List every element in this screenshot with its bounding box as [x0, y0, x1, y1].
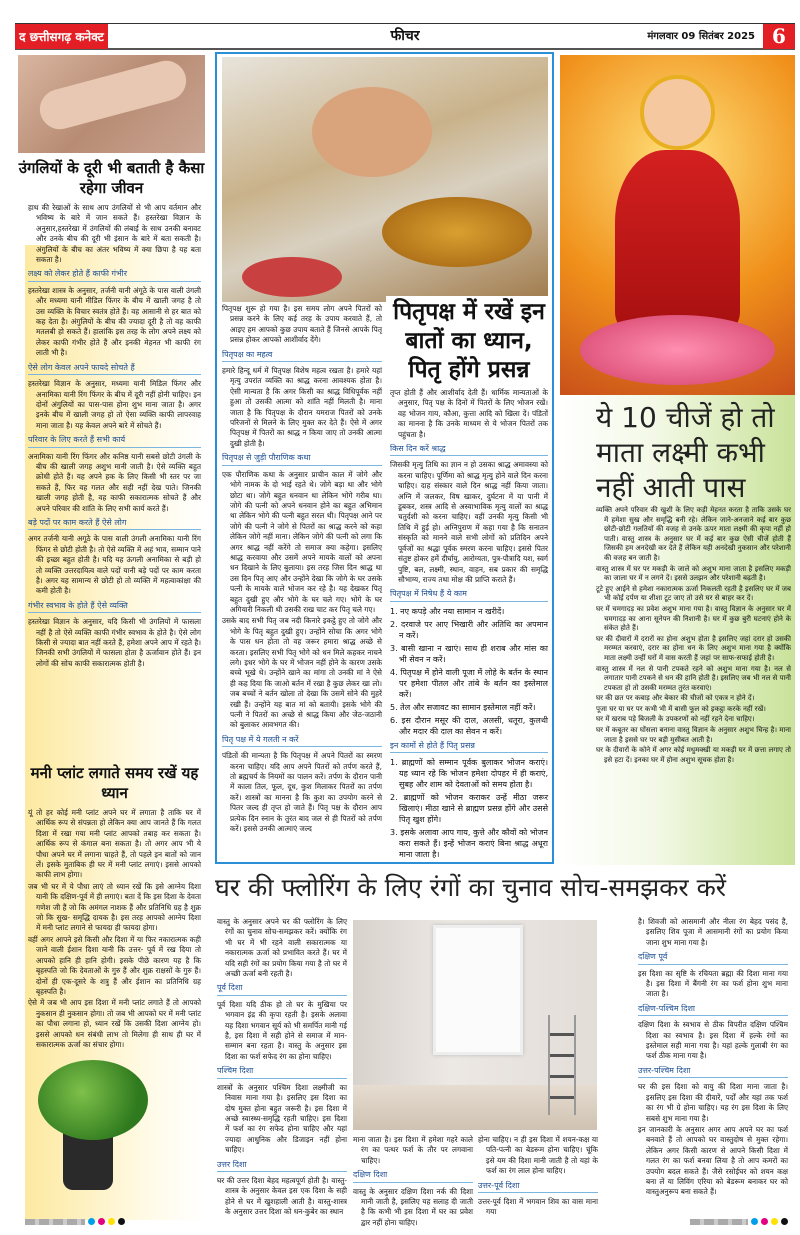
goddess-lakshmi-image	[560, 55, 795, 395]
paragraph: घर की दीवारों में दरारों का होना अशुभ होता है इसलिए जहां दरार हो उसकी मरम्मत करवाएं, दरार का होना धन के लिए अशुभ माना गया है क्योंकि माता लक्ष्मी उन्हीं घरों में वास करती हैं जहां पर साफ-सफाई होती है।	[596, 634, 791, 662]
subheading: इन कामों से होते हैं पितृ प्रसन्न	[390, 741, 548, 753]
money-plant-headline: मनी प्लांट लगाते समय रखें यह ध्यान	[30, 764, 199, 802]
paragraph: जब भी घर में ये पौधा लाएं तो ध्यान रखें कि इसे आग्नेय दिशा यानी कि दक्षिण-पूर्व में ही लगाएं। बता दें कि इस दिशा के देवता गणेश जी हैं जो कि अमंगल नाशक हैं और प्रतिनिधि ग्रह है शुक्र जो कि सुख- समृद्धि दायक है। इस तरह आपको आग्नेय दिशा में मनी प्लांट लगाने से फायदा ही फायदा होगा।	[28, 881, 201, 933]
paragraph: उत्तर-पूर्व दिशा में भगवान शिव का वास माना गया	[478, 1197, 598, 1217]
subheading: पश्चिम दिशा	[217, 1066, 347, 1078]
list-item: 3. इसके अलावा आप गाय, कुत्ते और कौवों को भोजन करा सकते हैं। इन्हें भोजन कराएं बिना श्राद्ध अधूरा माना जाता है।	[390, 828, 548, 860]
paragraph: शास्त्रों के अनुसार पश्चिम दिशा लक्ष्मीजी का निवास माना गया है। इसलिए इस दिशा का दोष मुक्त होना बहुत जरूरी है। इस दिशा में अच्छे स्वास्थ्य-समृद्धि रहती चाहिए। इस दिशा में फर्श का रंग सफेद होना चाहिए और यहां ज्यादा आधुनिक और डिजाइन नहीं होना चाहिए।	[217, 1082, 347, 1155]
paragraph: घर में खराब पड़े बिजली के उपकरणों को नहीं रहने देना चाहिए।	[596, 715, 755, 724]
page-number: 6	[763, 24, 795, 49]
page-header	[15, 23, 795, 50]
subheading: उत्तर-पूर्व दिशा	[478, 1181, 598, 1193]
paragraph: है। शिवजी को आसमानी और नीला रंग बेहद पसंद है, इसलिए शिव पूजा में आसमानी रंगों का प्रयोग किया जाना शुभ माना गया है।	[638, 917, 788, 947]
center-right-column	[390, 388, 548, 862]
left-article-body	[28, 203, 201, 670]
subheading: दक्षिण-पश्चिम दिशा	[638, 1004, 788, 1016]
subheading: दक्षिण दिशा	[353, 1170, 473, 1182]
paragraph: हस्तरेखा शास्त्र के अनुसार, तर्जनी यानी अंगूठे के पास वाली उंगली और मध्यमा यानी मीडिल फिंगर के बीच में खाली जगह है तो उस व्यक्ति के विचार स्वतंत्र होते हैं। वह आसानी से हर बात को कह देता है। अंगुलियों के बीच की ज्यादा दूरी है तो वह काफी मतलबी हो सकते हैं। हालांकि इस तरह के लोग अपने लक्ष्य को लेकर काफी गंभीर होते हैं और इनकी मेहनत भी काफी रंग लाती भी है।	[28, 285, 201, 358]
paragraph: अनामिका यानी रिंग फिंगर और कनिष्ठ यानी सबसे छोटी उंगली के बीच की खाली जगह अशुभ मानी जाती है। ऐसे व्यक्ति बहुत क्रोधी होते हैं। यह अपने हक के लिए किसी भी स्तर पर जा सकते हैं, फिर वह गलत और सही नहीं देख पाते। जिनकी खाली जगह होती है, वह काफी सकारात्मक सोचते हैं और अपने परिवार की शांति के लिए सभी कार्य करते हैं।	[28, 451, 201, 513]
paragraph: होना चाहिए। न ही इस दिशा में शयन-कक्ष या पति-पत्नी का बेडरूम होना चाहिए। चूंकि इसे यम की दिशा मानी जाती है तो यहां के फर्श का रंग लाल होना चाहिए।	[478, 1135, 598, 1176]
paragraph: पूजा घर या घर पर कभी भी में बासी फूल को इकट्ठा करके नहीं रखें।	[596, 704, 766, 713]
subheading: पितृपक्ष से जुड़ी पौराणिक कथा	[222, 453, 382, 465]
paragraph: पितृपक्ष शुरू हो गया है। इस समय लोग अपने पितरों को प्रसन्न करने के लिए कई तरह के उपाय करवाते हैं, तो आइए हम आपको कुछ उपाय बताते हैं जिनसे आपके पितृ प्रसन्न होकर आपको आशीर्वाद देंगे।	[222, 304, 382, 345]
yellow-dot	[108, 1218, 115, 1225]
paragraph: दक्षिण दिशा के स्वभाव से ठीक विपरीत दक्षिण पश्चिम दिशा का स्वभाव है। इस दिशा में हल्के रंगों का इस्तेमाल सही माना गया है। यहां हल्के गुलाबी रंग का फर्श ठीक माना गया है।	[638, 1020, 788, 1061]
list-item: 5. तेल और सजावट का सामान इस्तेमाल नहीं करें।	[390, 702, 536, 712]
paragraph: तृप्त होती हैं और आशीर्वाद देती हैं। धार्मिक मान्यताओं के अनुसार, पितृ पक्ष के दिनों में पितरों के लिए भोजन रखें। वह भोजन गाय, कौआ, कुत्ता आदि को खिला दें। पंडितों का मानना है कि उनके माध्यम से ये भोजन पितरों तक पहुंचता है।	[390, 388, 548, 439]
subheading: पितृपक्ष में निषेध हैं ये काम	[390, 589, 548, 601]
left-headline: उंगलियों के दूरी भी बताती है कैसा रहेगा जीवन	[18, 159, 205, 197]
paragraph: माना जाता है। इस दिशा में हमेशा गहरे काले रंग का पत्थर फर्श के तौर पर लगवाना चाहिए।	[353, 1135, 473, 1165]
paragraph: हमारे हिन्दू धर्म में पितृपक्ष विशेष महत्व रखता है। हमारे यहां मृत्यु उपरांत व्यक्ति का श्राद्ध करना आवश्यक होता है। ऐसी मान्यता है कि अगर किसी का श्राद्ध विधिपूर्वक नहीं हुआ तो उसकी आत्मा को शांति नहीं मिलती है। माना जाता है कि पितृपक्ष के दौरान यमराज पितरों को उनके परिजनों से मिलने के लिए मुक्त कर देते हैं। ऐसे में अगर पितृपक्ष में पितरों का श्राद्ध न किया जाए तो उनकी आत्मा दुखी होती है।	[222, 366, 382, 448]
palm-fingers-photo	[18, 55, 205, 153]
cyan-dot	[751, 1218, 758, 1225]
paragraph: वास्तु शास्त्र में घर पर मकड़ी के जाले को अशुभ माना जाता है इसलिए मकड़ी का जाला घर में न लगने दें। इससे उलझन और परेशानी बढ़ती है।	[596, 564, 791, 583]
magenta-dot	[761, 1218, 768, 1225]
paragraph: पूर्व दिशा यदि ठीक हो तो घर के मुखिया पर भगवान इंद्र की कृपा रहती है। इसके अलावा यह दिशा भगवान सूर्य को भी समर्पित मानी गई है, इस दिशा में सही होने से समाज में मान-सम्मान बना रहता है। वास्तु के अनुसार इस दिशा का फर्श सफेद रंग का होना चाहिए।	[217, 999, 347, 1061]
paragraph: टूटे हुए आईने से हमेशा नकारात्मक ऊर्जा निकलती रहती है इसलिए घर में जब भी कोई दर्पण या शीशा टूट जाए तो उसे घर से बाहर कर दें।	[596, 584, 791, 603]
paragraph: घर की छत पर कबाड़ और बेकार की चीजों को एकत्र न होने दें।	[596, 694, 755, 703]
subheading: पितृ पक्ष में ये गलती न करें	[222, 735, 382, 747]
paragraph: अगर तर्जनी यानी अगूठे के पास वाली उंगली अनामिका यानी रिंग फिंगर से छोटी होती है। तो ऐसे व्यक्ति में अहं भाव, सम्मान पाने की इच्छा बहुत होती है। यदि यह ऊंगली अनामिका से बड़ी हो तो व्यक्ति उत्तरदायित्व वाले पदों यानी बड़े पदों पर काम करता है। अगर यह सामान्य से छोटी हो तो व्यक्ति में महत्वाकांक्षा की कमी होती है।	[28, 534, 201, 596]
subheading: दक्षिण पूर्व	[638, 952, 788, 964]
center-left-column	[222, 304, 382, 836]
gray-scale-bar	[25, 1219, 85, 1225]
subheading: लक्ष्य को लेकर होते हैं काफी गंभीर	[28, 269, 201, 281]
empty-room-window-photo	[353, 920, 597, 1130]
paragraph: घर की उत्तर दिशा बेहद महत्वपूर्ण होती है। वास्तु-शास्त्र के अनुसार केवल इस एक दिशा के सही होने से घर में खुशहाली आती है। वास्तु-शास्त्र के अनुसार उत्तर दिशा को धन-कुबेर का स्थान	[217, 1175, 347, 1217]
list-item: 1. नए कपड़े और नया सामान न खरीदें।	[390, 606, 505, 616]
paragraph: घर की इस दिशा को वायु की दिशा माना जाता है। इसलिए इस दिशा की दीवारें, पर्दों और यहां तक फर्श का रंग भी ग्रे होना चाहिए। यह रंग इस दिशा के लिए सबसे शुभ माना गया है।	[638, 1082, 788, 1123]
newspaper-brand: द छत्तीसगढ़ कनेक्ट	[15, 24, 108, 49]
yellow-dot	[771, 1218, 778, 1225]
list-item: 6. इस दौरान मसूर की दाल, अलसी, धतूरा, कुलथी और मदार की दाल का सेवन न करें।	[390, 715, 548, 736]
subheading: ऐसे लोग केवल अपने फायदे सोचते हैं	[28, 363, 201, 375]
subheading: पूर्व दिशा	[217, 983, 347, 995]
paragraph: पंडितों की मान्यता है कि पितृपक्ष में अपने पितरों का स्मरण करना चाहिए। यदि आप अपने पितरों को तर्पण करते हैं, तो ब्रह्मचर्य के नियमों का पालन करें। तर्पण के दौरान पानी में काला तिल, फूल, दूध, कुश मिलाकर पितरों का तर्पण करें। शास्त्रों का मानना है कि कुश का उपयोग करने से पितर जल्द ही तृप्त हो जाते हैं। पितृ पक्ष के दौरान आप प्रत्येक दिन स्नान के तुरंत बाद जल से ही पितरों को तर्पण करें। इससे उनकी आत्माएं जल्द	[222, 751, 382, 834]
list-item: 1. ब्राह्मणों को सम्मान पूर्वक बुलाकर भोजन कराएं। यह ध्यान रहे कि भोजन हमेशा दोपहर में ही कराएं, सुबह और शाम को देवताओं को समय होता है।	[390, 758, 548, 790]
flooring-column-1	[217, 917, 347, 1219]
subheading: परिवार के लिए करते हैं सभी कार्य	[28, 435, 201, 447]
list-item: 2. ब्राह्मणों को भोजन कराकर उन्हें मीठा जरूर खिलाएं। मीठा खाने से ब्राह्मण प्रसन्न होंगे और उससे पितृ खुश होंगे।	[390, 793, 548, 825]
shraddha-ritual-photo	[222, 57, 548, 302]
center-headline: पितृपक्ष में रखें इन बातों का ध्यान, पितृ होंगे प्रसन्न	[386, 296, 552, 385]
paragraph: वास्तु के अनुसार अपने घर की फ्लोरिंग के लिए रंगों का चुनाव सोच-समझकर करें। क्योंकि रंग भी घर में भी रहने वाली सकारात्मक या नकारात्मक ऊर्जा को प्रभावित करते हैं। घर में यदि सही रंगों का प्रयोग किया गया है तो घर में अच्छी ऊर्जा बनी रहती है।	[217, 917, 347, 979]
paragraph: घर में चमगादड़ का प्रवेश अशुभ माना गया है। वास्तु विज्ञान के अनुसार घर में चमगादड़ का आना सूनेपन की निशानी है। घर में कुछ बुरी घटनाएं होने के संकेत होते हैं।	[596, 604, 791, 633]
list-item: 3. बासी खाना न खाएं। साथ ही शराब और मांस का भी सेवन न करें।	[390, 643, 548, 664]
paragraph: हस्तरेखा विज्ञान के अनुसार, यदि किसी भी उंगलियों में फासला नहीं है तो ऐसे व्यक्ति काफी गंभीर स्वभाव के होते है। ऐसे लोग किसी से ज्यादा बात नहीं करते हैं, हमेशा अपने आप में रहते है। जिनकी सभी उंगलियों में फासला होता है ऊर्जावान होते हैं। इन लोगों की सोच काफी सकारात्मक होती है।	[28, 617, 201, 668]
subheading: उत्तर दिशा	[217, 1160, 347, 1172]
paragraph: घर के दीवारों के कोने में अगर कोई मधुमक्खी या मकड़ी घर में छत्ता लगाए तो इसे हटा दें। इनका घर में होना अशुभ सूचक होता है।	[596, 746, 791, 764]
subheading: गंभीर स्वभाव के होते हैं ऐसे व्यक्ति	[28, 601, 201, 613]
subheading: उत्तर-पश्चिम दिशा	[638, 1066, 788, 1078]
black-dot	[781, 1218, 788, 1225]
section-title: फीचर	[390, 28, 420, 44]
flooring-headline: घर की फ्लोरिंग के लिए रंगों का चुनाव सोच-समझकर करें	[215, 873, 726, 902]
paragraph: हस्तरेखा विज्ञान के अनुसार, मध्यमा यानी मिडिल फिंगर और अनामिका यानी रिंग फिंगर के बीच में दूरी नहीं होनी चाहिए। इन दोनों अंगुलियों का पास-पास होना शुभ माना जाता है। अगर इनके बीच में खाली जगह हो तो ऐसा व्यक्ति काफी लापरवाह माना जाता है। यह केवल अपने बारे में सोचते हैं।	[28, 379, 201, 430]
print-registration-marks-right	[690, 1218, 788, 1225]
paragraph: इस दिशा का सृष्टि के रचियता ब्रह्मा की दिशा माना गया है। इस दिशा में बैंगनी रंग का फर्श होना शुभ माना जाता है।	[638, 968, 788, 999]
paragraph: व्यक्ति अपने परिवार की खुशी के लिए कड़ी मेहनत करता है ताकि उसके घर में हमेशा सुख और समृद्धि बनी रहे। लेकिन जाने-अनजाने कई बार कुछ छोटी-छोटी गलतियों की वजह से उनके ऊपर माता लक्ष्मी की कृपा नहीं हो पाती। वास्तु शास्त्र के अनुसार घर में कई बार कुछ ऐसी चीजें होती हैं जिसकी हम अनदेखी कर देते हैं लेकिन यही अनदेखी नुकसान और परेशानी की वजह बन जाती है।	[596, 506, 791, 562]
flooring-column-4	[638, 917, 788, 1199]
magenta-dot	[98, 1218, 105, 1225]
paragraph: इन जानकारी के अनुसार अगर आप अपने घर का फर्श बनवाते हैं तो आपको घर वास्तुदोष से मुक्त रहेगा। लेकिन अगर किसी कारण से आपने किसी दिशा में गलत रंग का फर्श बनवा लिया है तो आप कमरों का उपयोग बदल सकते हैं। जैसे रसोईघर को शयन कक्ष बना लें या लिविंग एरिया को बेडरूम बनाकर घर को वास्तुअनुरूप बना सकते हैं।	[638, 1124, 788, 1197]
money-plant-photo	[38, 1060, 148, 1200]
paragraph: एक पौराणिक कथा के अनुसार प्राचीन काल में जोगे और भोगे नामक के दो भाई रहते थे। जोगे बड़ा था और भोगे छोटा था। जोगे बहुत धनवान था लेकिन भोगे गरीब था। जोगे की पत्नी को अपने धनवान होने का बहुत अभिमान था लेकिन भोगे की पत्नी बहुत सरल थी। पितृपक्ष आने पर जोगे की पत्नी ने जोगे से पितरों का श्राद्ध करने को कहा लेकिन जोगे नहीं माना। लेकिन जोगे की पत्नी को लगा कि अगर श्राद्ध नहीं करेंगे तो समाज क्या कहेगा। इसलिए श्राद्ध करवाया और उसमें अपने मायके वालों को अपना धन दिखाने के लिए बुलाया। इस तरह जिस दिन श्राद्ध था उस दिन पितृ आए और उन्होंने देखा कि जोगे के घर उसके पत्नी के मायके वाले भोजन कर रहे है। यह देखकर पितृ बहुत दुखी हुए और भोगे के घर चले गए। भोगे के घर अगियारी निकली थी उसकी राख चाट कर पितृ चले गए।	[222, 469, 382, 614]
paragraph: यूं तो हर कोई मनी प्लांट अपने घर में लगाता है ताकि घर में आर्थिक रूप से संपन्नता हो लेकिन क्या आप जानते हैं कि गलत दिशा में रखा गया मनी प्लांट आपको तबाह कर सकता है। आर्थिक रूप से कंगाल बना सकता है। तो अगर आप भी ये पौधा अपने घर में लगाना चाहते हैं, तो पहले इन बातों को जान लें। इसके मुताबिक ही घर में मनी प्लांट लगाएं। इससे आपको काफी लाभ होगा।	[28, 808, 201, 880]
paragraph: वहीं अगर आपने इसे किसी और दिशा में या फिर नकारात्मक कही जाने वाली ईशान दिशा यानी कि उत्तर- पूर्व में रख दिया तो आपको हानि ही हानि होगी। इसके पीछे कारण यह है कि बृहस्पति जो कि देवताओं के गुरु हैं और शुक्र राक्षसों के गुरु हैं। दोनों ही एक-दूसरे के शत्रु हैं और ईशान का प्रतिनिधि ग्रह बृहस्पति है।	[28, 934, 201, 996]
paragraph: वास्तु शास्त्र में नल से पानी टपकते रहने को अशुभ माना गया है। नल से लगातार पानी टपकने से धन की हानि होती है। इसलिए जब भी नल से पानी टपकता हो तो उसकी मरम्मत तुरंत करवाएं।	[596, 664, 791, 692]
paragraph: वास्तु के अनुसार दक्षिण दिशा नर्क की दिशा मानी जाती है, इसलिए यह सलाह दी जाती है कि कभी भी इस दिशा में घर का प्रवेश द्वार नहीं होना चाहिए।	[353, 1186, 473, 1227]
gray-scale-bar	[690, 1219, 748, 1225]
list-item: 2. दरवाजे पर आए भिखारी और अतिथि का अपमान न करें।	[390, 619, 548, 640]
paragraph: ऐसे में जब भी आप इस दिशा में मनी प्लांट लगाते हैं तो आपको नुकसान ही नुकसान होगा। तो जब भी आपको घर में मनी प्लांट का पौधा लगाना हो, ध्यान रखें कि उसकी दिशा आग्नेय हो। इससे आपको धन संबंधी लाभ तो मिलेगा ही साथ ही घर में सकारात्मक ऊर्जा का संचार होगा।	[28, 998, 201, 1049]
print-registration-marks-left	[25, 1218, 125, 1225]
flooring-column-3	[478, 1135, 598, 1219]
paragraph: उसके बाद सभी पितृ जब नदी किनारे इकट्ठे हुए तो जोगे और भोगे के पितृ बहुत दुखी हुए। उन्होंने सोचा कि अगर भोगे के पास धन होता तो वह जरूर हमारा श्राद्ध अच्छे से करता। इसलिए सभी पितृ भोगे को धन मिले कहकर नाचने लगे। इधर भोगे के घर में भोजन नहीं होने के कारण उसके बच्चे भूखे थे। उन्होंने खाने का मांगा तो उनकी मां ने ऐसे ही कह दिया कि जाओ बर्तन में रखा है कुछ लेकर खा लो। जब बच्चों ने बर्तन खोला तो देखा कि उसमें सोने की मुहरें रखी हैं। उन्होंने यह बात मां को बतायी। इसके भोगे की पत्नी ने पितरों का अच्छे से श्राद्ध किया और जेठ-जठानी को बुलाकर आवभगत की।	[222, 616, 382, 730]
flooring-column-2	[353, 1135, 473, 1229]
cyan-dot	[88, 1218, 95, 1225]
paragraph: हाथ की रेखाओं के साथ आप उंगलियों से भी आप वर्तमान और भविष्य के बारे में जान सकते हैं। हस्तरेखा विज्ञान के अनुसार,हस्तरेखा में उंगलियों की लंबाई के साथ उनकी बनावट और उनके बीच की दूरी भी इंसान के बारे में बता सकती है। अंगुलियों के बीच का अंतर भविष्य में क्या छिपा है यह बता सकता है।	[28, 203, 201, 265]
paragraph: जिसकी मृत्यु तिथि का ज्ञान न हो उसका श्राद्ध अमावस्या को करना चाहिए। पूर्णिमा को श्राद्ध मृत्यु होने वाले दिन करना चाहिए। दाह संस्कार वाले दिन श्राद्ध नहीं किया जाता। अग्नि में जलकर, विष खाकर, दुर्घटना में या पानी में डूबकर, शस्त्र आदि से अस्वाभाविक मृत्यु वालों का श्राद्ध चतुर्दशी को करना चाहिए। वहीं उनकी मृत्यु किसी भी तिथि में हुई हो। अग्निपुराण में कहा गया है कि सनातन संस्कृति को मानने वाले सभी लोगों को प्रतिदिन अपने पूर्वजों का श्रद्धा पूर्वक स्मरण करना चाहिए। इससे पितर संतुष्ट होकर हमें दीर्घायु, आरोग्यता, पुत्र-पौत्रादि यश, स्वर्ग पुष्टि, बल, लक्ष्मी, स्थान, वाहन, सब प्रकार की समृद्धि सौभाग्य, राज्य तथा मोक्ष की प्राप्ति कराते हैं।	[390, 460, 548, 584]
subheading: किस दिन करें श्राद्ध	[390, 444, 548, 456]
subheading: पितृपक्ष का महत्व	[222, 350, 382, 362]
list-item: 4. पितृपक्ष में होने वाली पूजा में लोहे के बर्तन के स्थान पर हमेशा पीतल और तांबे के बर्तन का इस्तेमाल करें।	[390, 667, 548, 699]
right-article-body	[596, 506, 791, 766]
black-dot	[118, 1218, 125, 1225]
right-headline: ये 10 चीजें हो तो माता लक्ष्मी कभी नहीं आती पास	[596, 401, 775, 504]
money-plant-body	[28, 808, 201, 1051]
paragraph: घर में कबूतर का घोंसला बनाना वास्तु विज्ञान के अनुसार अशुभ चिन्ह है। माना जाता है इससे घर पर बड़ी मुसीबत आती है।	[596, 726, 791, 744]
subheading: बड़े पदों पर काम करते हैं ऐसे लोग	[28, 518, 201, 530]
issue-date: मंगलवार 09 सितंबर 2025	[647, 31, 755, 42]
